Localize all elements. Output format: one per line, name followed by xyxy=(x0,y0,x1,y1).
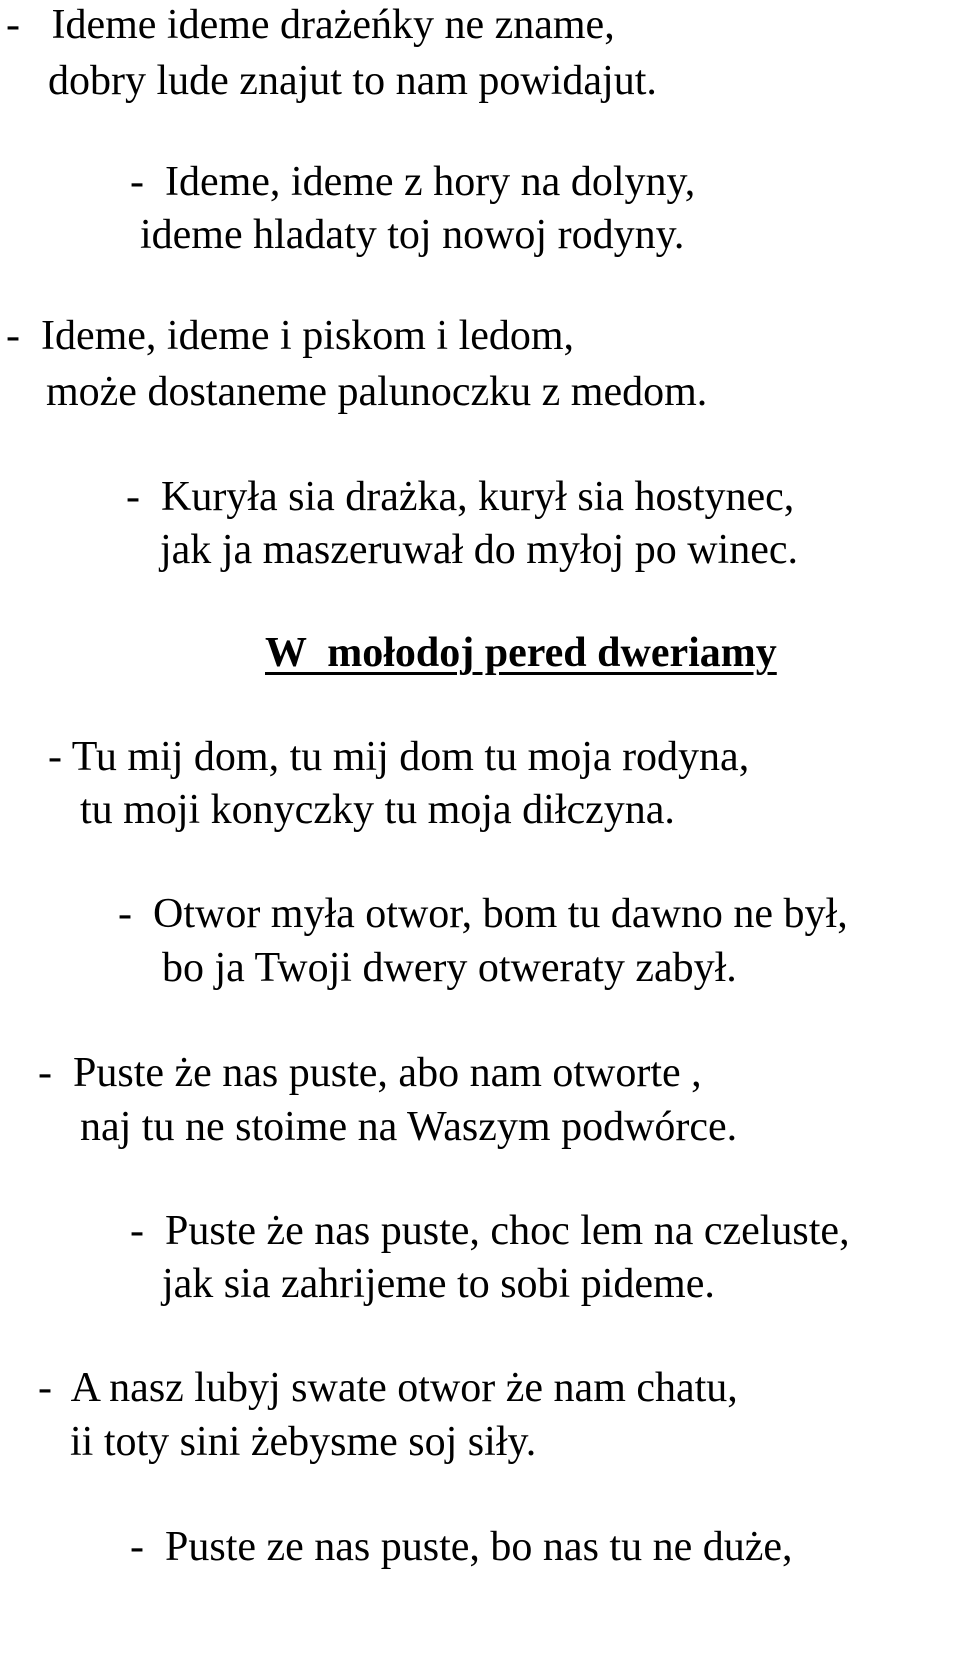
stanza-8-line-2: jak sia zahrijeme to sobi pideme. xyxy=(162,1261,715,1307)
stanza-1-line-2: dobry lude znajut to nam powidajut. xyxy=(48,58,657,104)
stanza-4-line-1: - Kuryła sia drażka, kurył sia hostynec, xyxy=(126,474,795,520)
stanza-6-line-1: - Otwor myła otwor, bom tu dawno ne był, xyxy=(118,891,848,937)
section-heading: W mołodoj pered dweriamy xyxy=(265,630,777,676)
stanza-6-line-2: bo ja Twoji dwery otweraty zabył. xyxy=(162,945,737,991)
stanza-8-line-1: - Puste że nas puste, choc lem na czeluste, xyxy=(130,1208,850,1254)
stanza-4-line-2: jak ja maszeruwał do myłoj po winec. xyxy=(160,527,798,573)
stanza-3-line-1: - Ideme, ideme i piskom i ledom, xyxy=(6,313,575,359)
last-line: - Puste ze nas puste, bo nas tu ne duże, xyxy=(130,1524,793,1570)
stanza-9-line-2: ii toty sini żebysme soj siły. xyxy=(70,1419,537,1465)
stanza-1-line-1: - Ideme ideme drażeńky ne zname, xyxy=(6,2,615,48)
stanza-2-line-2: ideme hladaty toj nowoj rodyny. xyxy=(140,212,685,258)
stanza-2-line-1: - Ideme, ideme z hory na dolyny, xyxy=(130,159,696,205)
stanza-3-line-2: może dostaneme palunoczku z medom. xyxy=(46,369,708,415)
stanza-9-line-1: - A nasz lubyj swate otwor że nam chatu, xyxy=(38,1365,738,1411)
stanza-7-line-2: naj tu ne stoime na Waszym podwórce. xyxy=(80,1104,738,1150)
stanza-5-line-1: - Tu mij dom, tu mij dom tu moja rodyna, xyxy=(48,734,750,780)
stanza-5-line-2: tu moji konyczky tu moja diłczyna. xyxy=(80,787,675,833)
stanza-7-line-1: - Puste że nas puste, abo nam otworte , xyxy=(38,1050,702,1096)
